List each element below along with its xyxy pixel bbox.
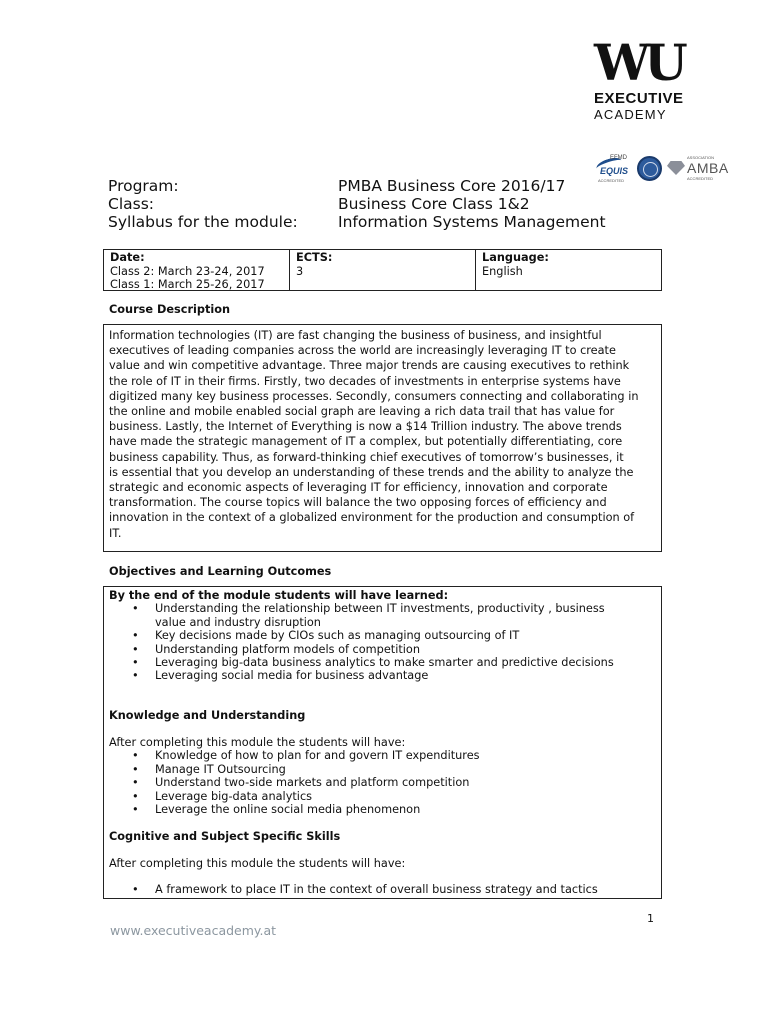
list-item: • Leveraging big-data business analytics to make smarter and predictive decisions	[109, 656, 656, 669]
equis-top-text: EFMD	[610, 155, 627, 161]
logo-line-academy: ACADEMY	[594, 107, 667, 122]
objectives-box	[103, 586, 662, 899]
syllabus-header	[108, 177, 606, 231]
desc-line: strategic and economic aspects of leveraging IT for efficiency, innovation and corporate	[109, 481, 608, 495]
desc-line: value and win competitive advantage. Three major trends are causing executives to rethink	[109, 359, 630, 373]
aacsb-seal-icon	[637, 156, 662, 181]
desc-line: the online and mobile enabled social graph are leaving a rich data trail that has value for	[109, 405, 615, 419]
language-cell	[476, 250, 661, 290]
knowledge-intro: After completing this module the students will have:	[109, 736, 406, 750]
class-row	[108, 195, 606, 213]
knowledge-list	[109, 749, 656, 816]
desc-line: innovation in the context of a globalized environment for the production and consumption of	[109, 511, 635, 525]
amba-top-text: ASSOCIATION	[687, 155, 715, 160]
list-item: • Understanding the relationship between IT investments, productivity , business	[109, 602, 656, 615]
knowledge-title: Knowledge and Understanding	[109, 709, 306, 723]
objectives-title: Objectives and Learning Outcomes	[109, 565, 332, 578]
language-label: Language:	[482, 251, 549, 264]
course-description-title: Course Description	[109, 303, 231, 316]
desc-line: the role of IT in their firms. Firstly, two decades of investments in enterprise systems have	[109, 374, 621, 388]
desc-line: Information technologies (IT) are fast changing the business of business, and insightful	[109, 329, 602, 342]
list-item: • Manage IT Outsourcing	[109, 763, 656, 776]
list-item: • Understand two-side markets and platform competition	[109, 776, 656, 789]
date-label: Date:	[110, 251, 145, 264]
accreditation-badges	[592, 153, 727, 187]
desc-line: executives of leading companies across the world are increasingly leveraging IT to create	[109, 344, 616, 358]
logo-line-executive: EXECUTIVE	[594, 90, 684, 107]
equis-text: EQUIS	[600, 166, 629, 176]
list-item: • Leverage big-data analytics	[109, 790, 656, 803]
ects-value: 3	[296, 264, 304, 278]
desc-line: transformation. The course topics will balance the two opposing forces of efficiency and	[109, 496, 607, 510]
amba-bottom-text: ACCREDITED	[687, 176, 714, 181]
class-label: Class:	[108, 195, 155, 213]
ects-cell	[290, 250, 476, 290]
ects-label: ECTS:	[296, 251, 333, 264]
program-value: PMBA Business Core 2016/17	[338, 177, 566, 195]
desc-line: have made the strategic management of IT a complex, but potentially differentiating, core	[109, 435, 623, 449]
desc-line: digitized many key business processes. Secondly, consumers connecting and collaborating in	[109, 389, 639, 403]
cognitive-intro: After completing this module the students will have:	[109, 856, 406, 870]
amba-text: AMBA	[687, 160, 729, 176]
program-row	[108, 177, 606, 195]
list-item: • Understanding platform models of competition	[109, 643, 656, 656]
amba-gem-icon	[667, 161, 685, 175]
list-item-continuation: value and industry disruption	[155, 615, 321, 629]
desc-line: business capability. Thus, as forward-thinking chief executives of tomorrow’s businesses, it	[109, 450, 624, 464]
program-label: Program:	[108, 177, 179, 195]
equis-bottom-text: ACCREDITED	[598, 178, 625, 183]
date-line-2: Class 1: March 25-26, 2017	[110, 278, 265, 291]
list-item: • Key decisions made by CIOs such as managing outsourcing of IT	[109, 629, 656, 642]
module-row	[108, 213, 606, 231]
footer-website-link[interactable]: www.executiveacademy.at	[110, 923, 277, 938]
list-item: • A framework to place IT in the context of overall business strategy and tactics	[109, 883, 656, 896]
objectives-list	[109, 602, 656, 682]
list-item: • Leverage the online social media phenomenon	[109, 803, 656, 816]
logo-mark: WU	[594, 33, 682, 92]
info-table	[103, 249, 662, 291]
cognitive-list	[109, 883, 656, 896]
desc-line: is essential that you develop an understanding of these trends and the ability to analyze the	[109, 465, 634, 479]
date-cell	[104, 250, 290, 290]
page-number: 1	[647, 912, 654, 925]
date-line-1: Class 2: March 23-24, 2017	[110, 264, 265, 278]
module-value: Information Systems Management	[338, 213, 606, 231]
objectives-intro: By the end of the module students will have learned:	[109, 589, 449, 602]
class-value: Business Core Class 1&2	[338, 195, 530, 213]
wu-executive-academy-logo	[594, 33, 734, 122]
cognitive-title: Cognitive and Subject Specific Skills	[109, 829, 341, 843]
amba-badge	[667, 155, 727, 183]
module-label: Syllabus for the module:	[108, 213, 298, 231]
language-value: English	[482, 264, 523, 278]
desc-line: business. Lastly, the Internet of Everything is now a $14 Trillion industry. The above trends	[109, 420, 622, 434]
list-item: • Knowledge of how to plan for and govern IT expenditures	[109, 749, 656, 762]
list-item: • Leveraging social media for business advantage	[109, 669, 656, 682]
desc-line: IT.	[109, 526, 122, 540]
course-description-box	[103, 324, 662, 552]
